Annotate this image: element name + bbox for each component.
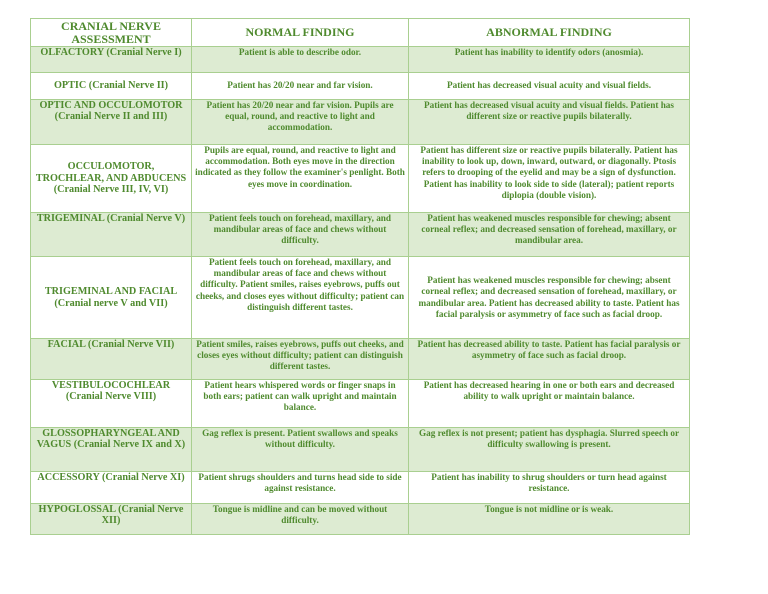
nerve-cell: TRIGEMINAL (Cranial Nerve V) bbox=[31, 213, 192, 257]
nerve-cell: ACCESSORY (Cranial Nerve XI) bbox=[31, 472, 192, 504]
abnormal-finding-cell: Patient has inability to shrug shoulders or turn head against resistance. bbox=[409, 472, 690, 504]
nerve-cell: TRIGEMINAL AND FACIAL (Cranial nerve V and VII) bbox=[31, 257, 192, 339]
normal-finding-cell: Patient has 20/20 near and far vision. bbox=[192, 73, 409, 100]
nerve-cell: OLFACTORY (Cranial Nerve I) bbox=[31, 47, 192, 73]
normal-finding-cell: Patient smiles, raises eyebrows, puffs out cheeks, and closes eyes without difficulty; patient can distinguish different tastes. bbox=[192, 339, 409, 380]
cranial-nerve-table bbox=[30, 18, 690, 535]
abnormal-finding-cell: Tongue is not midline or is weak. bbox=[409, 504, 690, 535]
table-row bbox=[31, 428, 690, 472]
normal-finding-cell: Patient hears whispered words or finger snaps in both ears; patient can walk upright and maintain balance. bbox=[192, 380, 409, 428]
header-normal: NORMAL FINDING bbox=[192, 19, 409, 47]
table-row bbox=[31, 213, 690, 257]
nerve-cell: GLOSSOPHARYNGEAL AND VAGUS (Cranial Nerve IX and X) bbox=[31, 428, 192, 472]
table-row bbox=[31, 472, 690, 504]
normal-finding-cell: Tongue is midline and can be moved without difficulty. bbox=[192, 504, 409, 535]
normal-finding-cell: Patient has 20/20 near and far vision. Pupils are equal, round, and reactive to light and accommodation. bbox=[192, 100, 409, 145]
abnormal-finding-cell: Patient has weakened muscles responsible for chewing; absent corneal reflex; and decreased sensation of forehead, maxillary, or mandibular area. Patient has decreased ability to taste. Patient has facial paralysis or asymmetry of face such as facial droop. bbox=[409, 257, 690, 339]
nerve-cell: OPTIC (Cranial Nerve II) bbox=[31, 73, 192, 100]
header-assessment: CRANIAL NERVE ASSESSMENT bbox=[31, 19, 192, 47]
abnormal-finding-cell: Patient has weakened muscles responsible for chewing; absent corneal reflex; and decreased sensation of forehead, maxillary, or mandibular area. bbox=[409, 213, 690, 257]
table-row bbox=[31, 339, 690, 380]
abnormal-finding-cell: Gag reflex is not present; patient has dysphagia. Slurred speech or difficulty swallowing is present. bbox=[409, 428, 690, 472]
nerve-cell: OPTIC AND OCCULOMOTOR (Cranial Nerve II and III) bbox=[31, 100, 192, 145]
abnormal-finding-cell: Patient has decreased hearing in one or both ears and decreased ability to walk upright or maintain balance. bbox=[409, 380, 690, 428]
header-row bbox=[31, 19, 690, 47]
nerve-cell: VESTIBULOCOCHLEAR (Cranial Nerve VIII) bbox=[31, 380, 192, 428]
abnormal-finding-cell: Patient has decreased ability to taste. Patient has facial paralysis or asymmetry of face such as facial droop. bbox=[409, 339, 690, 380]
abnormal-finding-cell: Patient has different size or reactive pupils bilaterally. Patient has inability to look up, down, inward, outward, or diagonally. Ptosis refers to drooping of the eyelid and may be a sign of dysfunction. Patient has inability to look side to side (lateral); patient reports diplopia (double vision). bbox=[409, 145, 690, 213]
normal-finding-cell: Gag reflex is present. Patient swallows and speaks without difficulty. bbox=[192, 428, 409, 472]
normal-finding-cell: Patient feels touch on forehead, maxillary, and mandibular areas of face and chews without difficulty. Patient smiles, raises eyebrows, puffs out cheeks, and closes eyes without difficulty; patient can distinguish different tastes. bbox=[192, 257, 409, 339]
abnormal-finding-cell: Patient has decreased visual acuity and visual fields. bbox=[409, 73, 690, 100]
table-row bbox=[31, 100, 690, 145]
normal-finding-cell: Patient feels touch on forehead, maxillary, and mandibular areas of face and chews without difficulty. bbox=[192, 213, 409, 257]
table-row bbox=[31, 145, 690, 213]
header-abnormal: ABNORMAL FINDING bbox=[409, 19, 690, 47]
nerve-cell: FACIAL (Cranial Nerve VII) bbox=[31, 339, 192, 380]
normal-finding-cell: Pupils are equal, round, and reactive to light and accommodation. Both eyes move in the direction indicated as they follow the examiner's penlight. Both eyes move in coordination. bbox=[192, 145, 409, 213]
normal-finding-cell: Patient shrugs shoulders and turns head side to side against resistance. bbox=[192, 472, 409, 504]
normal-finding-cell: Patient is able to describe odor. bbox=[192, 47, 409, 73]
abnormal-finding-cell: Patient has decreased visual acuity and visual fields. Patient has different size or reactive pupils bilaterally. bbox=[409, 100, 690, 145]
nerve-cell: HYPOGLOSSAL (Cranial Nerve XII) bbox=[31, 504, 192, 535]
abnormal-finding-cell: Patient has inability to identify odors (anosmia). bbox=[409, 47, 690, 73]
table-row bbox=[31, 47, 690, 73]
table-row bbox=[31, 257, 690, 339]
table-row bbox=[31, 504, 690, 535]
table-row bbox=[31, 73, 690, 100]
table-row bbox=[31, 380, 690, 428]
nerve-cell: OCCULOMOTOR, TROCHLEAR, AND ABDUCENS (Cranial Nerve III, IV, VI) bbox=[31, 145, 192, 213]
